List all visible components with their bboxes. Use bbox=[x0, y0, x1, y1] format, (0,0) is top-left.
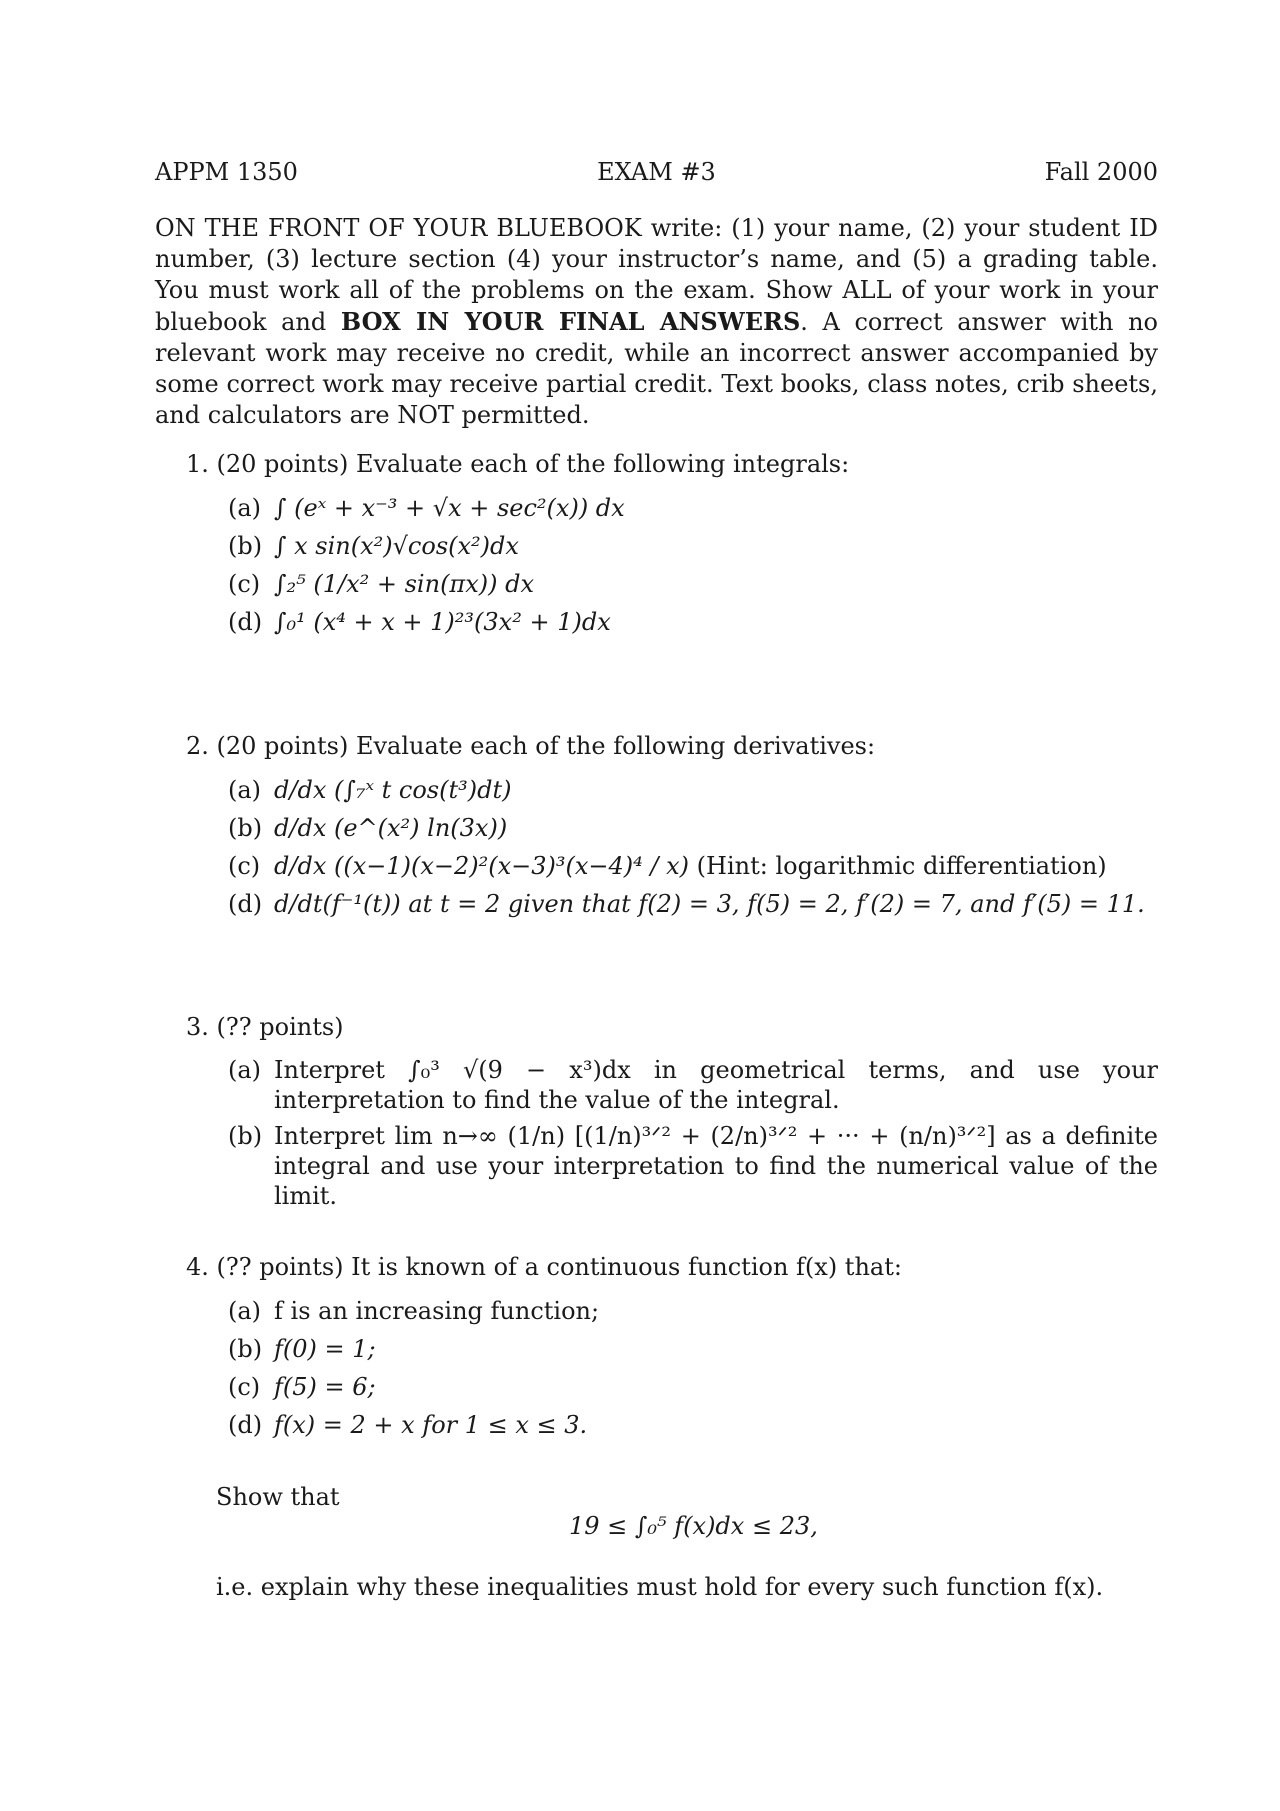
item-formula: ∫ x sin(x²)√cos(x²)dx bbox=[274, 532, 519, 560]
instructions-text-end: . A correct answer with no relevant work may receive no credit, while an incorrect answer accompanied by some correct work may receive partial credit. Text books, class notes, crib sheets, and calculators are NOT permitted. bbox=[155, 308, 1159, 429]
item-text: f is an increasing function; bbox=[274, 1297, 600, 1325]
item-formula: f(0) = 1; bbox=[274, 1335, 376, 1363]
problem-item bbox=[228, 1409, 1158, 1441]
instructions-bold: BOX IN YOUR FINAL ANSWERS bbox=[340, 307, 801, 336]
item-label: (a) bbox=[228, 776, 262, 804]
item-text: Interpret ∫₀³ √(9 − x³)dx in geometrical terms, and use your interpretation to find the value of the integral. bbox=[274, 1056, 1158, 1114]
problem-item bbox=[228, 530, 1158, 562]
item-label: (b) bbox=[228, 1122, 263, 1150]
problem-item bbox=[228, 1333, 1158, 1365]
closing-line: i.e. explain why these inequalities must hold for every such function f(x). bbox=[216, 1573, 1104, 1601]
item-label: (a) bbox=[228, 494, 262, 522]
inequality-formula: 19 ≤ ∫₀⁵ f(x)dx ≤ 23, bbox=[569, 1512, 818, 1540]
show-that-label: Show that bbox=[216, 1483, 340, 1511]
problem-title: 2. (20 points) Evaluate each of the following derivatives: bbox=[186, 732, 876, 760]
problem-item bbox=[228, 606, 1158, 638]
item-formula: d/dx (e^(x²) ln(3x)) bbox=[274, 814, 508, 842]
problem-item bbox=[228, 774, 1158, 806]
item-label: (d) bbox=[228, 608, 263, 636]
instructions-text: ON THE FRONT OF YOUR BLUEBOOK write: (1) your name, (2) your student ID number, (3) lecture section (4) your instructor’s name, and (5) a grading table. You must work all of the problems on the exam. Show ALL of your work in your bluebook and bbox=[155, 214, 1158, 336]
item-text: Interpret lim n→∞ (1/n) [(1/n)³ᐟ² + (2/n)³ᐟ² + ··· + (n/n)³ᐟ²] as a definite integral and use your interpretation to find the numerical value of the limit. bbox=[274, 1122, 1158, 1210]
item-label: (c) bbox=[228, 1373, 261, 1401]
item-formula: f(5) = 6; bbox=[274, 1373, 376, 1401]
course-code: APPM 1350 bbox=[155, 158, 298, 186]
hint-text: (Hint: logarithmic differentiation) bbox=[696, 852, 1107, 880]
item-label: (d) bbox=[228, 890, 263, 918]
item-label: (c) bbox=[228, 570, 261, 598]
problem-1 bbox=[186, 450, 1158, 644]
problem-2 bbox=[186, 732, 1158, 926]
problem-title: 3. (?? points) bbox=[186, 1013, 344, 1041]
item-label: (a) bbox=[228, 1056, 262, 1084]
problem-title: 1. (20 points) Evaluate each of the following integrals: bbox=[186, 450, 850, 478]
item-formula: d/dt(f⁻¹(t)) at t = 2 given that f(2) = 3, f(5) = 2, f′(2) = 7, and f′(5) = 11. bbox=[274, 890, 1145, 918]
instructions-paragraph bbox=[155, 213, 1158, 431]
item-label: (b) bbox=[228, 532, 263, 560]
problem-item bbox=[228, 850, 1158, 882]
item-formula: ∫ (eˣ + x⁻³ + √x + sec²(x)) dx bbox=[274, 494, 625, 522]
problem-item bbox=[228, 568, 1158, 600]
item-label: (b) bbox=[228, 1335, 263, 1363]
term: Fall 2000 bbox=[1044, 158, 1158, 186]
item-formula: ∫₂⁵ (1/x² + sin(πx)) dx bbox=[274, 570, 534, 598]
problem-title: 4. (?? points) It is known of a continuous function f(x) that: bbox=[186, 1253, 902, 1281]
page-header bbox=[155, 158, 1158, 188]
problem-item bbox=[228, 888, 1158, 920]
item-formula: d/dx ((x−1)(x−2)²(x−3)³(x−4)⁴ / x) bbox=[274, 852, 690, 880]
problem-item bbox=[228, 1371, 1158, 1403]
inequality-display bbox=[569, 1512, 818, 1540]
item-formula: f(x) = 2 + x for 1 ≤ x ≤ 3. bbox=[274, 1411, 588, 1439]
problem-4 bbox=[186, 1253, 1158, 1447]
problem-item bbox=[228, 1055, 1158, 1115]
item-label: (c) bbox=[228, 852, 261, 880]
problem-item bbox=[228, 492, 1158, 524]
item-formula: ∫₀¹ (x⁴ + x + 1)²³(3x² + 1)dx bbox=[274, 608, 611, 636]
problem-item bbox=[228, 1295, 1158, 1327]
item-label: (b) bbox=[228, 814, 263, 842]
item-label: (a) bbox=[228, 1297, 262, 1325]
item-label: (d) bbox=[228, 1411, 263, 1439]
exam-title: EXAM #3 bbox=[597, 158, 716, 186]
problem-item bbox=[228, 1121, 1158, 1211]
problem-3 bbox=[186, 1013, 1158, 1217]
item-formula: d/dx (∫₇ˣ t cos(t³)dt) bbox=[274, 776, 512, 804]
problem-item bbox=[228, 812, 1158, 844]
